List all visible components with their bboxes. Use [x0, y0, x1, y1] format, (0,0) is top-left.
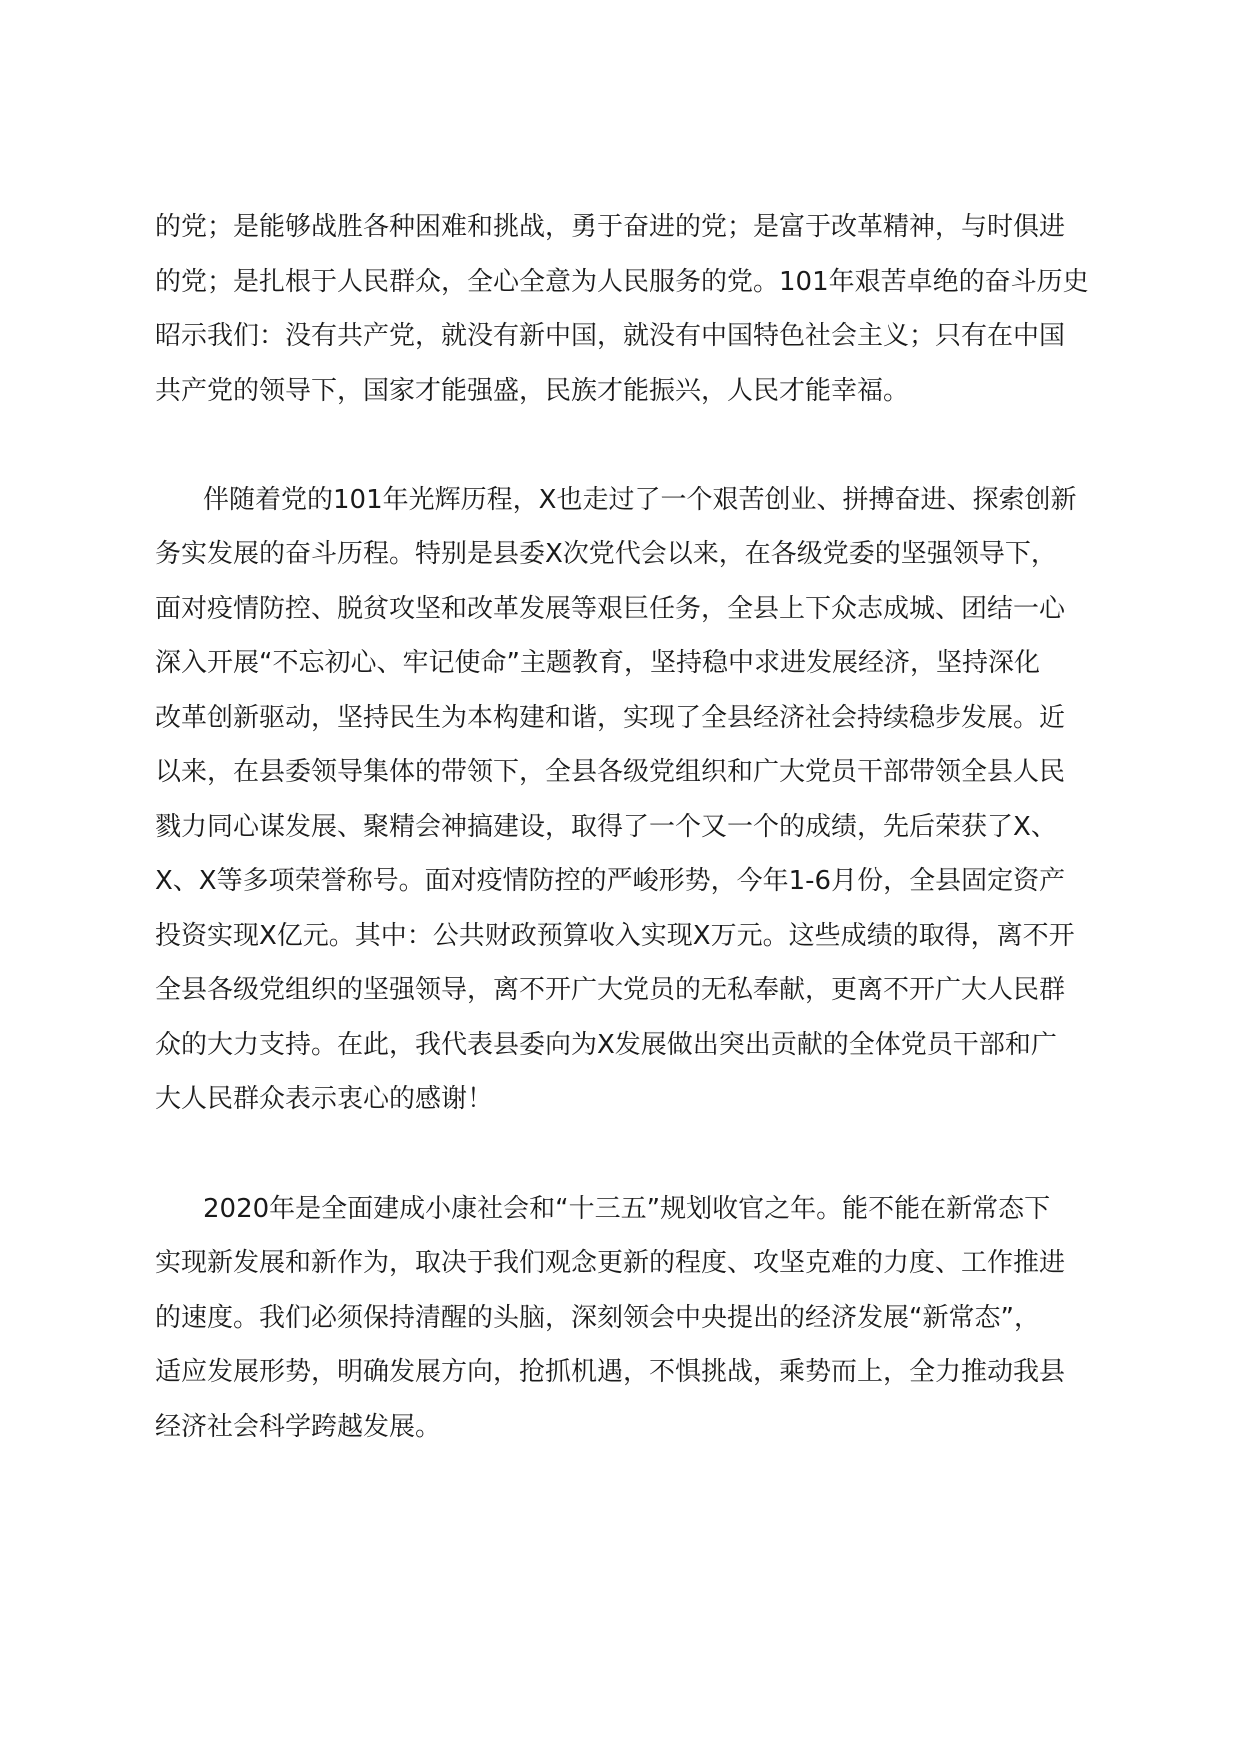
text-line: 经济社会科学跨越发展。	[155, 1412, 442, 1442]
text-line: 昭示我们：没有共产党，就没有新中国，就没有中国特色社会主义；只有在中国	[155, 321, 1066, 351]
text-line: 的速度。我们必须保持清醒的头脑，深刻领会中央提出的经济发展“新常态”，	[155, 1303, 1040, 1333]
text-line: 面对疫情防控、脱贫攻坚和改革发展等艰巨任务，全县上下众志成城、团结一心	[155, 594, 1066, 624]
text-line: 的党；是扎根于人民群众，全心全意为人民服务的党。101年艰苦卓绝的奋斗历史	[155, 267, 1089, 297]
text-line: 全县各级党组织的坚强领导，离不开广大党员的无私奉献，更离不开广大人民群	[155, 975, 1066, 1005]
text-line: 大人民群众表示衷心的感谢！	[155, 1084, 494, 1114]
text-line: 戮力同心谋发展、聚精会神搞建设，取得了一个又一个的成绩，先后荣获了X、	[155, 812, 1057, 842]
text-line: 共产党的领导下，国家才能强盛，民族才能振兴，人民才能幸福。	[155, 376, 910, 406]
text-line: 众的大力支持。在此，我代表县委向为X发展做出突出贡献的全体党员干部和广	[155, 1030, 1057, 1060]
text-line: X、X等多项荣誉称号。面对疫情防控的严峻形势，今年1-6月份，全县固定资产	[155, 866, 1066, 896]
text-line: 改革创新驱动，坚持民生为本构建和谐，实现了全县经济社会持续稳步发展。近	[155, 703, 1066, 733]
text-line: 以来，在县委领导集体的带领下，全县各级党组织和广大党员干部带领全县人民	[155, 757, 1066, 787]
text-line: 务实发展的奋斗历程。特别是县委X次党代会以来，在各级党委的坚强领导下，	[155, 539, 1057, 569]
text-line: 适应发展形势，明确发展方向，抢抓机遇，不惧挑战，乘势而上，全力推动我县	[155, 1357, 1066, 1387]
text-line: 深入开展“不忘初心、牢记使命”主题教育，坚持稳中求进发展经济，坚持深化	[155, 648, 1040, 678]
text-line: 的党；是能够战胜各种困难和挑战，勇于奋进的党；是富于改革精神，与时俱进	[155, 212, 1066, 242]
text-line: 2020年是全面建成小康社会和“十三五”规划收官之年。能不能在新常态下	[203, 1194, 1051, 1224]
text-line: 实现新发展和新作为，取决于我们观念更新的程度、攻坚克难的力度、工作推进	[155, 1248, 1066, 1278]
text-line: 投资实现X亿元。其中：公共财政预算收入实现X万元。这些成绩的取得，离不开	[155, 921, 1075, 951]
text-line: 伴随着党的101年光辉历程，X也走过了一个艰苦创业、拼搏奋进、探索创新	[203, 485, 1077, 515]
